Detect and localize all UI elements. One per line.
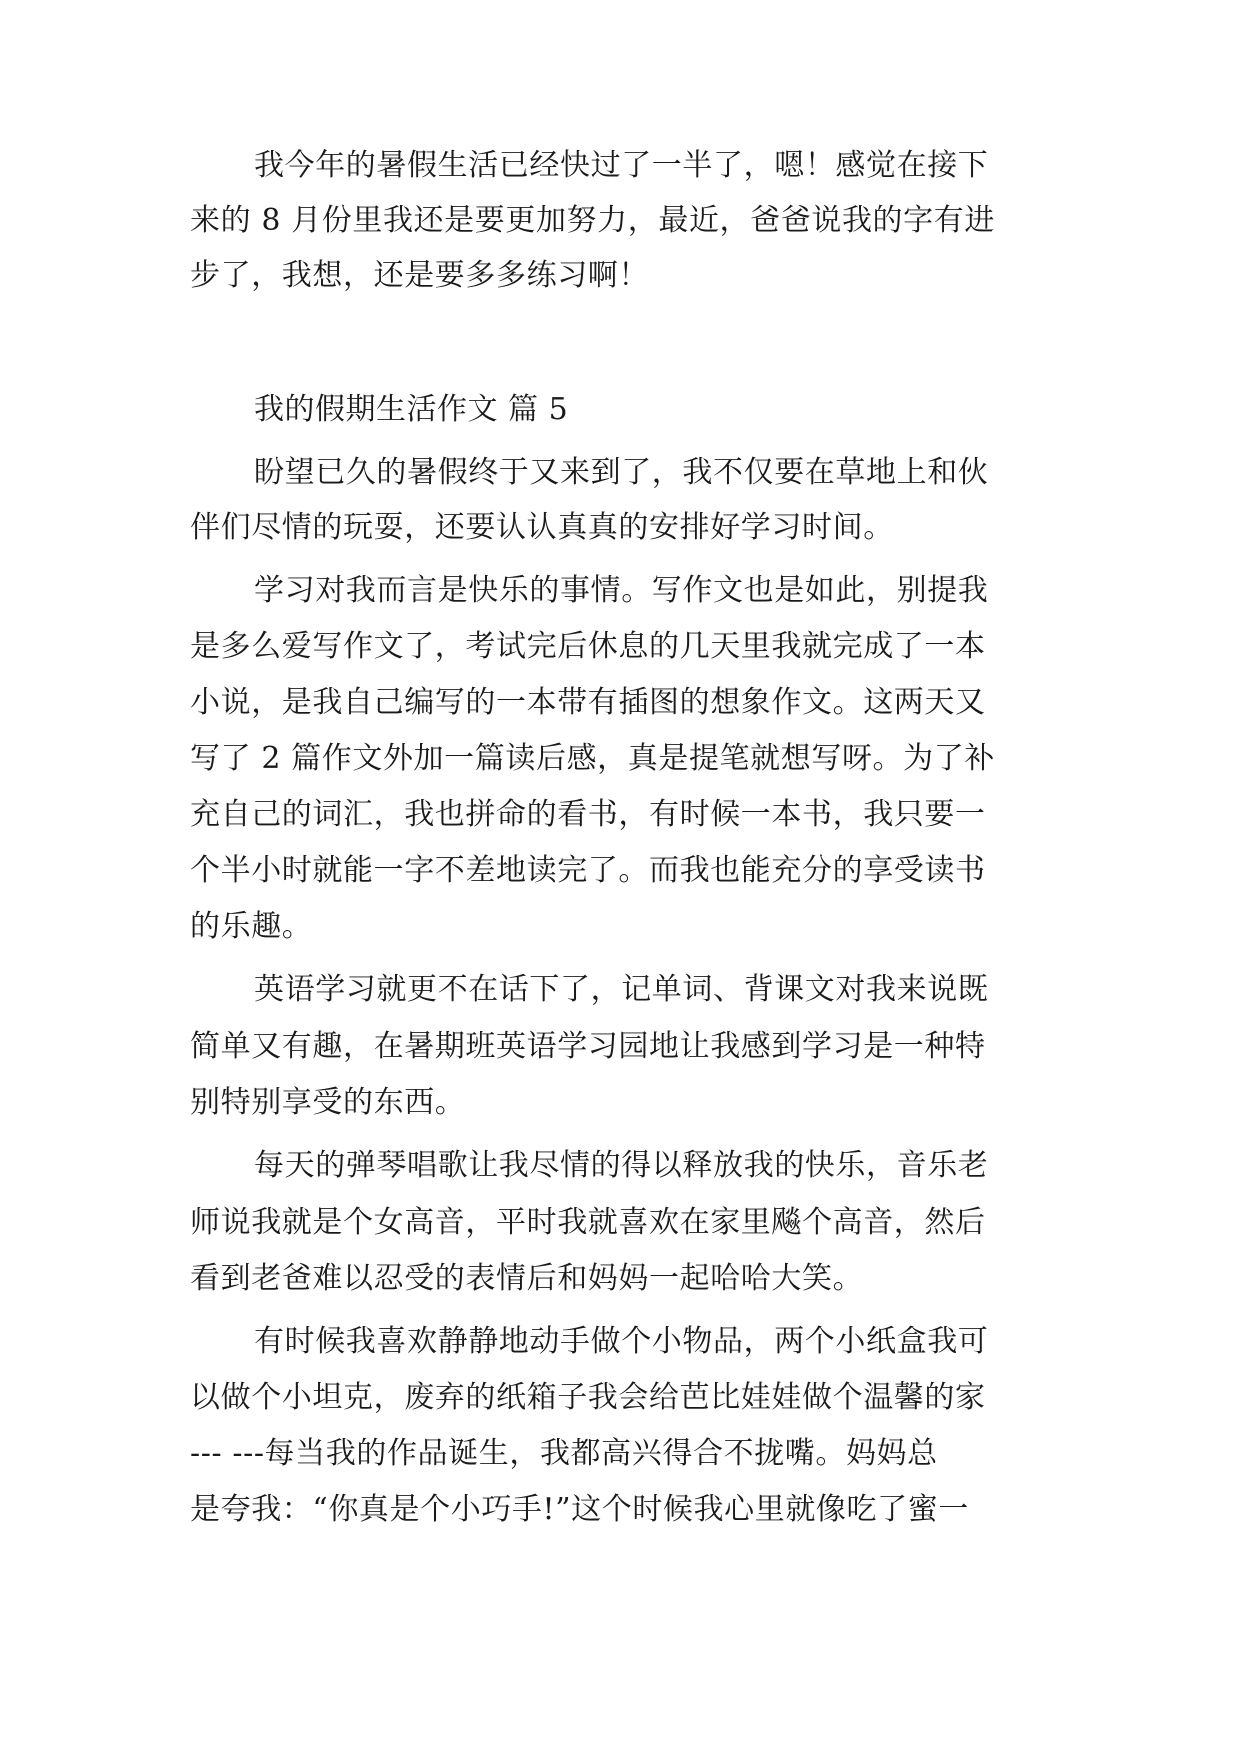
paragraph-4-line-2: 师说我就是个女高音，平时我就喜欢在家里飚个高音，然后 — [190, 1205, 986, 1240]
intro-line-3: 步了，我想，还是要多多练习啊！ — [190, 258, 649, 293]
paragraph-2-line-1: 学习对我而言是快乐的事情。写作文也是如此，别提我 — [254, 573, 989, 608]
intro-line-2: 来的 8 月份里我还是要更加努力，最近，爸爸说我的字有进 — [190, 203, 995, 238]
paragraph-2-line-6: 个半小时就能一字不差地读完了。而我也能充分的享受读书 — [190, 853, 986, 888]
section-heading: 我的假期生活作文 篇 5 — [254, 392, 569, 427]
paragraph-3-line-2: 简单又有趣，在暑期班英语学习园地让我感到学习是一种特 — [190, 1029, 986, 1064]
paragraph-5-line-4: 是夸我：“你真是个小巧手!”这个时候我心里就像吃了蜜一 — [190, 1492, 969, 1527]
paragraph-2-line-4: 写了 2 篇作文外加一篇读后感，真是提笔就想写呀。为了补 — [190, 741, 995, 776]
paragraph-2-line-2: 是多么爱写作文了，考试完后休息的几天里我就完成了一本 — [190, 629, 986, 664]
paragraph-1-line-1: 盼望已久的暑假终于又来到了，我不仅要在草地上和伙 — [254, 455, 989, 490]
paragraph-2-line-7: 的乐趣。 — [190, 909, 313, 944]
paragraph-2-line-5: 充自己的词汇，我也拼命的看书，有时候一本书，我只要一 — [190, 797, 986, 832]
paragraph-4-line-1: 每天的弹琴唱歌让我尽情的得以释放我的快乐，音乐老 — [254, 1148, 989, 1183]
paragraph-5-line-3: --- ---每当我的作品诞生，我都高兴得合不拢嘴。妈妈总 — [190, 1436, 938, 1471]
paragraph-3-line-3: 别特别享受的东西。 — [190, 1085, 466, 1120]
paragraph-5-line-1: 有时候我喜欢静静地动手做个小物品，两个小纸盒我可 — [254, 1324, 989, 1359]
paragraph-2-line-3: 小说，是我自己编写的一本带有插图的想象作文。这两天又 — [190, 685, 986, 720]
paragraph-4-line-3: 看到老爸难以忍受的表情后和妈妈一起哈哈大笑。 — [190, 1261, 864, 1296]
intro-line-1: 我今年的暑假生活已经快过了一半了，嗯！感觉在接下 — [254, 148, 989, 183]
paragraph-5-line-2: 以做个小坦克，废弃的纸箱子我会给芭比娃娃做个温馨的家 — [190, 1380, 986, 1415]
paragraph-3-line-1: 英语学习就更不在话下了，记单词、背课文对我来说既 — [254, 972, 989, 1007]
paragraph-1-line-2: 伴们尽情的玩耍，还要认认真真的安排好学习时间。 — [190, 510, 894, 545]
